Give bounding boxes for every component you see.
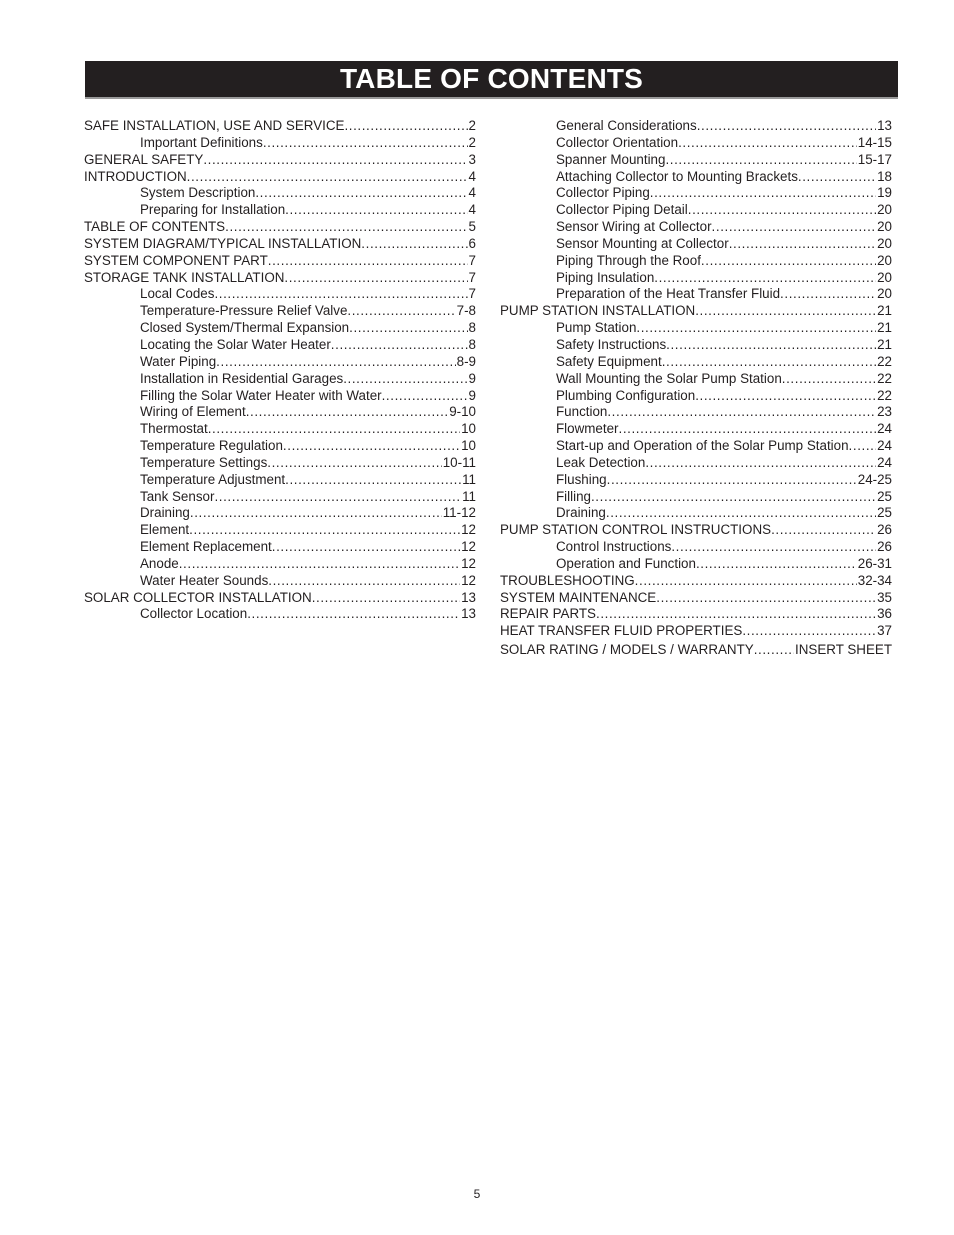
- toc-entry-title: Local Codes: [140, 286, 215, 302]
- dot-leader: [712, 219, 877, 236]
- toc-entry-page: 26: [877, 539, 892, 555]
- dot-leader: [312, 590, 460, 607]
- dot-leader: [267, 455, 441, 472]
- toc-entry[interactable]: [84, 539, 476, 556]
- toc-entry[interactable]: [84, 472, 476, 489]
- toc-entry-title: Collector Piping: [556, 185, 650, 201]
- toc-entry[interactable]: [84, 556, 476, 573]
- toc-entry-page: 13: [877, 118, 892, 133]
- toc-entry-page: 3: [468, 151, 476, 167]
- toc-entry[interactable]: [500, 505, 892, 522]
- toc-entry[interactable]: [500, 642, 892, 659]
- toc-entry[interactable]: [500, 118, 892, 135]
- dot-leader: [214, 286, 467, 303]
- toc-entry[interactable]: [84, 253, 476, 270]
- dot-leader: [272, 539, 460, 556]
- dot-leader: [361, 236, 467, 253]
- toc-entry-title: TABLE OF CONTENTS: [84, 219, 226, 235]
- dot-leader: [596, 606, 876, 623]
- toc-entry-title: Temperature Adjustment: [140, 471, 286, 487]
- toc-entry-title: Operation and Function: [556, 555, 696, 571]
- toc-entry[interactable]: [84, 388, 476, 405]
- dot-leader: [754, 642, 794, 659]
- dot-leader: [203, 152, 467, 169]
- toc-entry-page: 5: [468, 219, 476, 235]
- toc-entry-page: 10: [461, 421, 476, 437]
- toc-entry-page: 37: [877, 623, 892, 639]
- toc-entry[interactable]: [84, 438, 476, 455]
- dot-leader: [729, 236, 876, 253]
- toc-entry-page: 20: [877, 269, 892, 285]
- toc-entry-title: PUMP STATION INSTALLATION: [500, 303, 696, 319]
- toc-entry-title: Pump Station: [556, 320, 637, 336]
- title-banner: [85, 61, 898, 97]
- toc-entry[interactable]: [84, 320, 476, 337]
- toc-entry-page: 6: [468, 235, 476, 251]
- toc-entry[interactable]: [84, 303, 476, 320]
- dot-leader: [331, 337, 468, 354]
- dot-leader: [268, 253, 468, 270]
- dot-leader: [347, 303, 455, 320]
- toc-entry[interactable]: [84, 590, 476, 607]
- toc-entry-title: SYSTEM COMPONENT PART: [84, 252, 268, 268]
- dot-leader: [283, 438, 460, 455]
- page-title: TABLE OF CONTENTS: [339, 63, 644, 94]
- toc-entry-title: HEAT TRANSFER FLUID PROPERTIES: [500, 623, 743, 639]
- toc-entry[interactable]: [500, 253, 892, 270]
- toc-entry-page: 4: [468, 185, 476, 201]
- dot-leader: [771, 522, 876, 539]
- toc-entry-page: 22: [877, 353, 892, 369]
- toc-entry-title: Piping Through the Roof: [556, 252, 701, 268]
- toc-entry-page: 9-10: [449, 404, 476, 420]
- toc-entry-page: 7: [468, 269, 476, 285]
- toc-entry[interactable]: [84, 489, 476, 506]
- dot-leader: [695, 388, 876, 405]
- toc-entry[interactable]: [500, 573, 892, 590]
- dot-leader: [263, 135, 468, 152]
- toc-entry-page: 10-11: [442, 454, 476, 470]
- toc-entry[interactable]: [84, 135, 476, 152]
- toc-entry-page: 18: [877, 168, 892, 184]
- toc-entry[interactable]: [84, 270, 476, 287]
- toc-entry[interactable]: [500, 354, 892, 371]
- toc-entry-title: Wall Mounting the Solar Pump Station: [556, 370, 782, 386]
- toc-entry-page: INSERT SHEET: [795, 642, 892, 658]
- toc-entry-page: 24: [877, 454, 892, 470]
- toc-entry-title: Wiring of Element: [140, 404, 246, 420]
- toc-entry-title: TROUBLESHOOTING: [500, 572, 635, 588]
- dot-leader: [189, 522, 460, 539]
- dot-leader: [701, 253, 876, 270]
- toc-entry-title: Filling: [556, 488, 591, 504]
- toc-entry-title: Draining: [556, 505, 606, 521]
- toc-entry[interactable]: [84, 573, 476, 590]
- toc-entry[interactable]: [500, 320, 892, 337]
- toc-entry-page: 26: [877, 522, 892, 538]
- toc-entry-title: Water Piping: [140, 353, 217, 369]
- toc-entry-title: Installation in Residential Garages: [140, 370, 344, 386]
- toc-entry-page: 22: [877, 387, 892, 403]
- dot-leader: [208, 421, 460, 438]
- toc-entry-title: Closed System/Thermal Expansion: [140, 320, 350, 336]
- dot-leader: [344, 118, 467, 135]
- toc-entry[interactable]: [500, 219, 892, 236]
- toc-entry[interactable]: [84, 606, 476, 623]
- page-number: 5: [473, 1187, 481, 1201]
- toc-entry[interactable]: [500, 556, 892, 573]
- toc-entry[interactable]: [500, 169, 892, 186]
- toc-entry-title: PUMP STATION CONTROL INSTRUCTIONS: [500, 522, 772, 538]
- toc-entry-title: Collector Piping Detail: [556, 202, 688, 218]
- dot-leader: [349, 320, 467, 337]
- toc-entry-page: 20: [877, 252, 892, 268]
- dot-leader: [382, 388, 468, 405]
- toc-entry[interactable]: [84, 404, 476, 421]
- toc-entry-page: 24-25: [857, 471, 892, 487]
- toc-entry-title: Temperature Regulation: [140, 438, 283, 454]
- dot-leader: [187, 169, 468, 186]
- toc-entry[interactable]: [84, 505, 476, 522]
- dot-leader: [656, 590, 876, 607]
- dot-leader: [636, 320, 876, 337]
- dot-leader: [695, 303, 876, 320]
- toc-entry-title: Locating the Solar Water Heater: [140, 336, 331, 352]
- toc-entry-page: 12: [461, 522, 476, 538]
- toc-entry-title: Attaching Collector to Mounting Brackets: [556, 168, 798, 184]
- toc-entry-title: Safety Equipment: [556, 353, 662, 369]
- dot-leader: [654, 270, 876, 287]
- toc-entry-page: 13: [461, 606, 476, 622]
- dot-leader: [607, 404, 876, 421]
- toc-entry[interactable]: [84, 219, 476, 236]
- toc-entry-page: 15-17: [857, 151, 892, 167]
- toc-entry-title: Collector Orientation: [556, 134, 679, 150]
- toc-entry-title: Safety Instructions: [556, 336, 667, 352]
- toc-entry-title: Sensor Mounting at Collector: [556, 235, 729, 251]
- toc-entry[interactable]: [500, 185, 892, 202]
- toc-entry[interactable]: [84, 522, 476, 539]
- dot-leader: [666, 337, 876, 354]
- dot-leader: [671, 539, 876, 556]
- toc-entry-title: Element: [140, 522, 190, 538]
- toc-entry-title: GENERAL SAFETY: [84, 151, 204, 167]
- toc-entry-title: Tank Sensor: [140, 488, 215, 504]
- toc-entry[interactable]: [84, 455, 476, 472]
- toc-entry[interactable]: [500, 421, 892, 438]
- toc-entry-title: SYSTEM MAINTENANCE: [500, 589, 657, 605]
- toc-entry-page: 25: [877, 505, 892, 521]
- toc-right-column: [500, 118, 892, 659]
- toc-entry-page: 11: [462, 471, 476, 487]
- toc-entry-title: Preparing for Installation: [140, 202, 286, 218]
- toc-entry[interactable]: [84, 118, 476, 135]
- toc-entry-page: 20: [877, 219, 892, 235]
- toc-entry[interactable]: [500, 489, 892, 506]
- toc-entry-title: Flowmeter: [556, 421, 619, 437]
- toc-entry[interactable]: [500, 337, 892, 354]
- toc-entry-title: Collector Location: [140, 606, 248, 622]
- dot-leader: [285, 472, 461, 489]
- toc-entry-page: 11-12: [442, 505, 476, 521]
- toc-entry-page: 24: [877, 438, 892, 454]
- toc-entry-title: System Description: [140, 185, 256, 201]
- toc-entry-title: Element Replacement: [140, 539, 272, 555]
- toc-entry[interactable]: [500, 606, 892, 623]
- toc-entry[interactable]: [500, 388, 892, 405]
- toc-entry-page: 22: [877, 370, 892, 386]
- dot-leader: [343, 371, 467, 388]
- dot-leader: [216, 354, 455, 371]
- toc-entry[interactable]: [84, 169, 476, 186]
- toc-entry-page: 4: [468, 202, 476, 218]
- toc-entry-page: 21: [877, 320, 892, 336]
- dot-leader: [780, 286, 876, 303]
- dot-leader: [798, 169, 876, 186]
- dot-leader: [635, 573, 857, 590]
- toc-entry-page: 20: [877, 286, 892, 302]
- toc-entry-title: Anode: [140, 555, 179, 571]
- toc-entry-page: 8-9: [456, 353, 476, 369]
- toc-entry-title: Filling the Solar Water Heater with Water: [140, 387, 382, 403]
- toc-entry-title: Preparation of the Heat Transfer Fluid: [556, 286, 781, 302]
- toc-entry-page: 20: [877, 235, 892, 251]
- toc-entry[interactable]: [500, 455, 892, 472]
- dot-leader: [268, 573, 460, 590]
- toc-entry-title: Temperature-Pressure Relief Valve: [140, 303, 348, 319]
- dot-leader: [665, 152, 856, 169]
- toc-entry-page: 9: [468, 387, 476, 403]
- toc-entry-page: 35: [877, 589, 892, 605]
- toc-entry-title: General Considerations: [556, 118, 697, 133]
- toc-entry-page: 20: [877, 202, 892, 218]
- toc-entry[interactable]: [500, 286, 892, 303]
- toc-entry-title: REPAIR PARTS: [500, 606, 596, 622]
- dot-leader: [591, 489, 876, 506]
- toc-entry-page: 7: [468, 252, 476, 268]
- toc-entry-page: 26-31: [857, 555, 892, 571]
- toc-entry-title: INTRODUCTION: [84, 168, 187, 184]
- toc-entry-title: Function: [556, 404, 608, 420]
- toc-entry-page: 7-8: [456, 303, 476, 319]
- toc-entry-title: SAFE INSTALLATION, USE AND SERVICE: [84, 118, 345, 133]
- toc-entry-page: 4: [468, 168, 476, 184]
- toc-entry-title: Leak Detection: [556, 454, 646, 470]
- toc-entry-page: 19: [877, 185, 892, 201]
- toc-entry[interactable]: [84, 354, 476, 371]
- toc-entry-page: 36: [877, 606, 892, 622]
- dot-leader: [214, 489, 461, 506]
- toc-entry-page: 10: [461, 438, 476, 454]
- toc-entry[interactable]: [84, 421, 476, 438]
- toc-entry-page: 9: [468, 370, 476, 386]
- toc-entry[interactable]: [84, 337, 476, 354]
- toc-entry[interactable]: [500, 152, 892, 169]
- toc-entry-title: Water Heater Sounds: [140, 572, 269, 588]
- toc-entry-title: Sensor Wiring at Collector: [556, 219, 712, 235]
- toc-entry[interactable]: [84, 371, 476, 388]
- toc-entry-page: 12: [461, 555, 476, 571]
- toc-entry-page: 8: [468, 336, 476, 352]
- toc-entry[interactable]: [84, 152, 476, 169]
- toc-entry-title: Important Definitions: [140, 134, 263, 150]
- toc-entry-page: 21: [877, 336, 892, 352]
- toc-entry[interactable]: [500, 270, 892, 287]
- toc-entry-page: 2: [468, 134, 476, 150]
- toc-entry-title: Control Instructions: [556, 539, 672, 555]
- toc-entry[interactable]: [500, 202, 892, 219]
- toc-entry[interactable]: [500, 590, 892, 607]
- toc-entry[interactable]: [500, 371, 892, 388]
- toc-entry[interactable]: [84, 185, 476, 202]
- dot-leader: [645, 455, 876, 472]
- dot-leader: [285, 202, 467, 219]
- toc-entry[interactable]: [500, 472, 892, 489]
- dot-leader: [255, 185, 467, 202]
- toc-entry-title: STORAGE TANK INSTALLATION: [84, 269, 285, 285]
- dot-leader: [697, 118, 876, 135]
- toc-entry-title: SOLAR COLLECTOR INSTALLATION: [84, 589, 312, 605]
- dot-leader: [225, 219, 467, 236]
- toc-entry-title: Piping Insulation: [556, 269, 655, 285]
- dot-leader: [662, 354, 876, 371]
- toc-entry-page: 13: [461, 589, 476, 605]
- dot-leader: [190, 505, 442, 522]
- toc-entry-page: 21: [877, 303, 892, 319]
- dot-leader: [179, 556, 460, 573]
- dot-leader: [619, 421, 877, 438]
- toc-entry-page: 32-34: [857, 572, 892, 588]
- toc-entry-title: SYSTEM DIAGRAM/TYPICAL INSTALLATION: [84, 235, 362, 251]
- toc-entry[interactable]: [500, 623, 892, 640]
- dot-leader: [284, 270, 467, 287]
- toc-entry-title: Spanner Mounting: [556, 151, 666, 167]
- dot-leader: [607, 472, 857, 489]
- toc-left-column: [84, 118, 476, 623]
- toc-entry-title: Thermostat: [140, 421, 208, 437]
- toc-entry-page: 11: [462, 488, 476, 504]
- toc-entry-page: 12: [461, 572, 476, 588]
- toc-entry-title: Plumbing Configuration: [556, 387, 696, 403]
- toc-entry-page: 24: [877, 421, 892, 437]
- toc-entry[interactable]: [84, 236, 476, 253]
- dot-leader: [849, 438, 877, 455]
- dot-leader: [688, 202, 876, 219]
- toc-entry-page: 12: [461, 539, 476, 555]
- toc-entry[interactable]: [500, 135, 892, 152]
- toc-entry[interactable]: [500, 539, 892, 556]
- toc-entry-page: 25: [877, 488, 892, 504]
- toc-entry-title: SOLAR RATING / MODELS / WARRANTY: [500, 642, 754, 658]
- dot-leader: [650, 185, 876, 202]
- toc-entry-title: Flushing: [556, 471, 607, 487]
- toc-entry-title: Draining: [140, 505, 190, 521]
- dot-leader: [246, 404, 449, 421]
- toc-entry-page: 2: [468, 118, 476, 133]
- dot-leader: [678, 135, 857, 152]
- toc-entry[interactable]: [500, 236, 892, 253]
- toc-entry-title: Start-up and Operation of the Solar Pump Station: [556, 438, 849, 454]
- toc-entry-title: Temperature Settings: [140, 454, 268, 470]
- toc-entry[interactable]: [500, 522, 892, 539]
- toc-entry-page: 23: [877, 404, 892, 420]
- toc-entry-page: 7: [468, 286, 476, 302]
- toc-entry[interactable]: [500, 404, 892, 421]
- dot-leader: [606, 505, 876, 522]
- toc-entry[interactable]: [500, 303, 892, 320]
- toc-entry[interactable]: [84, 202, 476, 219]
- dot-leader: [696, 556, 857, 573]
- toc-entry[interactable]: [84, 286, 476, 303]
- dot-leader: [247, 606, 460, 623]
- toc-entry[interactable]: [500, 438, 892, 455]
- dot-leader: [782, 371, 876, 388]
- toc-entry-page: 8: [468, 320, 476, 336]
- toc-entry-page: 14-15: [857, 134, 892, 150]
- dot-leader: [742, 623, 876, 640]
